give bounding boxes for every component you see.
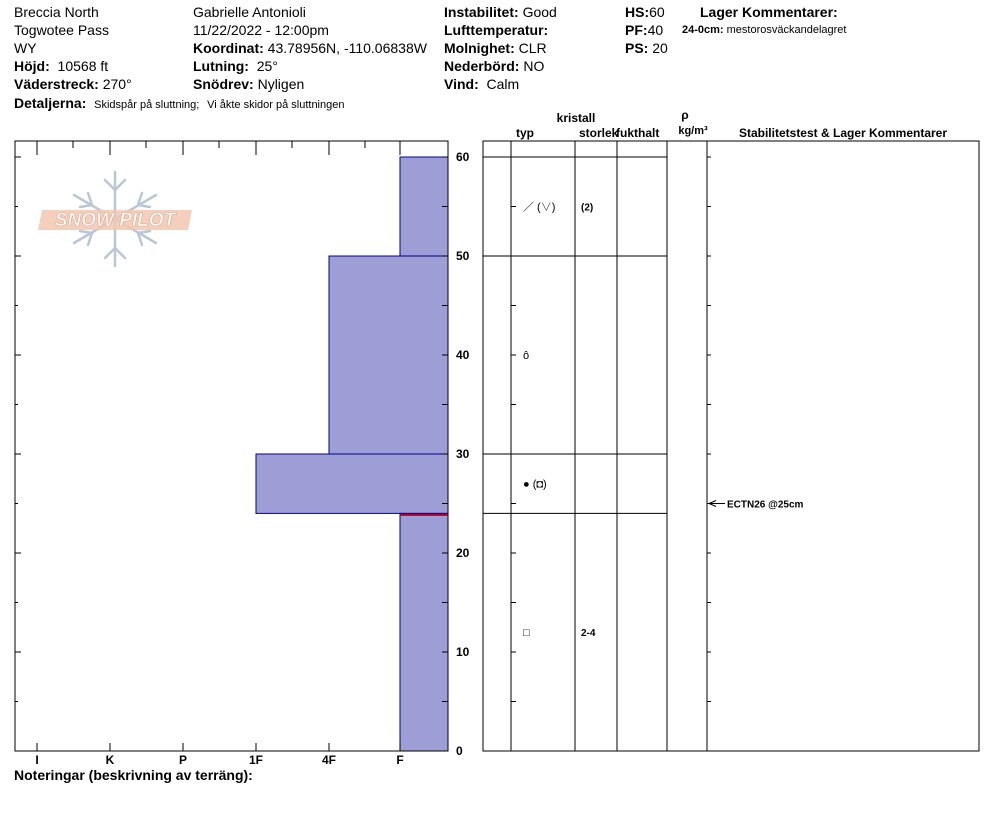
hardness-bar-3 [400,513,448,751]
coordinate-value: 43.78956N, -110.06838W [267,40,427,56]
logo-text: SNOW PILOT [54,210,176,231]
x-tick-label-1: K [105,753,115,767]
hardness-bar-0 [400,157,448,256]
header-density-unit: kg/m³ [678,125,708,137]
instability-value: Good [522,4,557,20]
sky-label: Molnighet: [444,40,515,56]
grain-type-3: □ [523,627,530,640]
y-tick-label-30: 30 [456,447,470,461]
location-name: Breccia North [14,4,99,20]
details-value-2: Vi åkte skidor på sluttningen [207,99,345,111]
header-crystal: kristall [556,111,596,125]
hardness-plot [15,141,470,767]
header-rho: ρ [681,108,689,122]
slope-value: 25° [256,58,278,74]
precip-label: Nederbörd: [444,58,520,74]
x-tick-label-0: I [35,753,39,767]
x-tick-label-5: F [396,753,404,767]
hardness-bar-2 [256,454,448,513]
snowpilot-logo [38,172,192,266]
layer-comments-label: Lager Kommentarer: [700,4,838,20]
grain-size-0: (2) [581,202,594,214]
instability-label: Instabilitet: [444,4,519,20]
aspect-label: Väderstreck: [14,76,99,92]
wind-loading-label: Snödrev: [193,76,254,92]
grain-type-1: ô [523,350,530,362]
y-tick-label-60: 60 [456,150,470,164]
x-tick-label-4: 4F [321,753,337,767]
y-tick-label-50: 50 [456,249,470,263]
grain-type-2: ● (◘) [523,478,547,491]
grain-type-0: ／ (∨) [523,201,556,214]
wind-label: Vind: [444,76,479,92]
layer-table [483,141,979,751]
pf-label: PF: [625,22,648,38]
ps-label: PS: [625,40,649,56]
elevation-value: 10568 ft [57,58,109,74]
hardness-bar-1 [329,256,448,454]
hs-value: 60 [649,4,665,20]
header-moisture: fukthalt [616,126,660,140]
details-label: Detaljerna: [14,95,87,111]
elevation-label: Höjd: [14,58,50,74]
layer-comment-text: mestorosväckandelagret [726,24,847,36]
pf-value: 40 [647,22,664,38]
aspect-value: 270° [102,76,132,92]
y-tick-label-40: 40 [456,348,470,362]
wind-value: Calm [486,76,520,92]
table-frame [483,141,979,751]
layer-comment-depth: 24-0cm: [682,24,724,36]
wind-loading-value: Nyligen [257,76,305,92]
precip-value: NO [523,58,545,74]
notes-label-text: Noteringar (beskrivning av terräng): [14,767,253,783]
x-tick-label-2: P [178,753,188,767]
y-tick-label-20: 20 [456,546,470,560]
header-type: typ [516,126,534,140]
sky-value: CLR [518,40,547,56]
airtemp-label: Lufttemperatur: [444,22,549,38]
details-value-1: Skidspår på sluttning; [94,99,200,111]
area-name: Togwotee Pass [14,22,109,38]
stability-test-label-0: ECTN26 @25cm [727,499,804,511]
observation-datetime: 11/22/2022 - 12:00pm [193,22,329,38]
notes-label [14,766,253,784]
header-stability: Stabilitetstest & Lager Kommentarer [738,126,948,140]
ps-value: 20 [652,40,668,56]
state-name: WY [14,40,37,56]
grain-size-3: 2-4 [581,628,596,640]
header-size: storlek [579,126,619,140]
slope-label: Lutning: [193,58,249,74]
y-tick-label-0: 0 [456,744,463,758]
y-tick-label-10: 10 [456,645,470,659]
coordinate-label: Koordinat: [193,40,264,56]
x-tick-label-3: 1F [248,753,264,767]
hs-label: HS: [625,4,650,20]
observer-name: Gabrielle Antonioli [193,4,306,20]
